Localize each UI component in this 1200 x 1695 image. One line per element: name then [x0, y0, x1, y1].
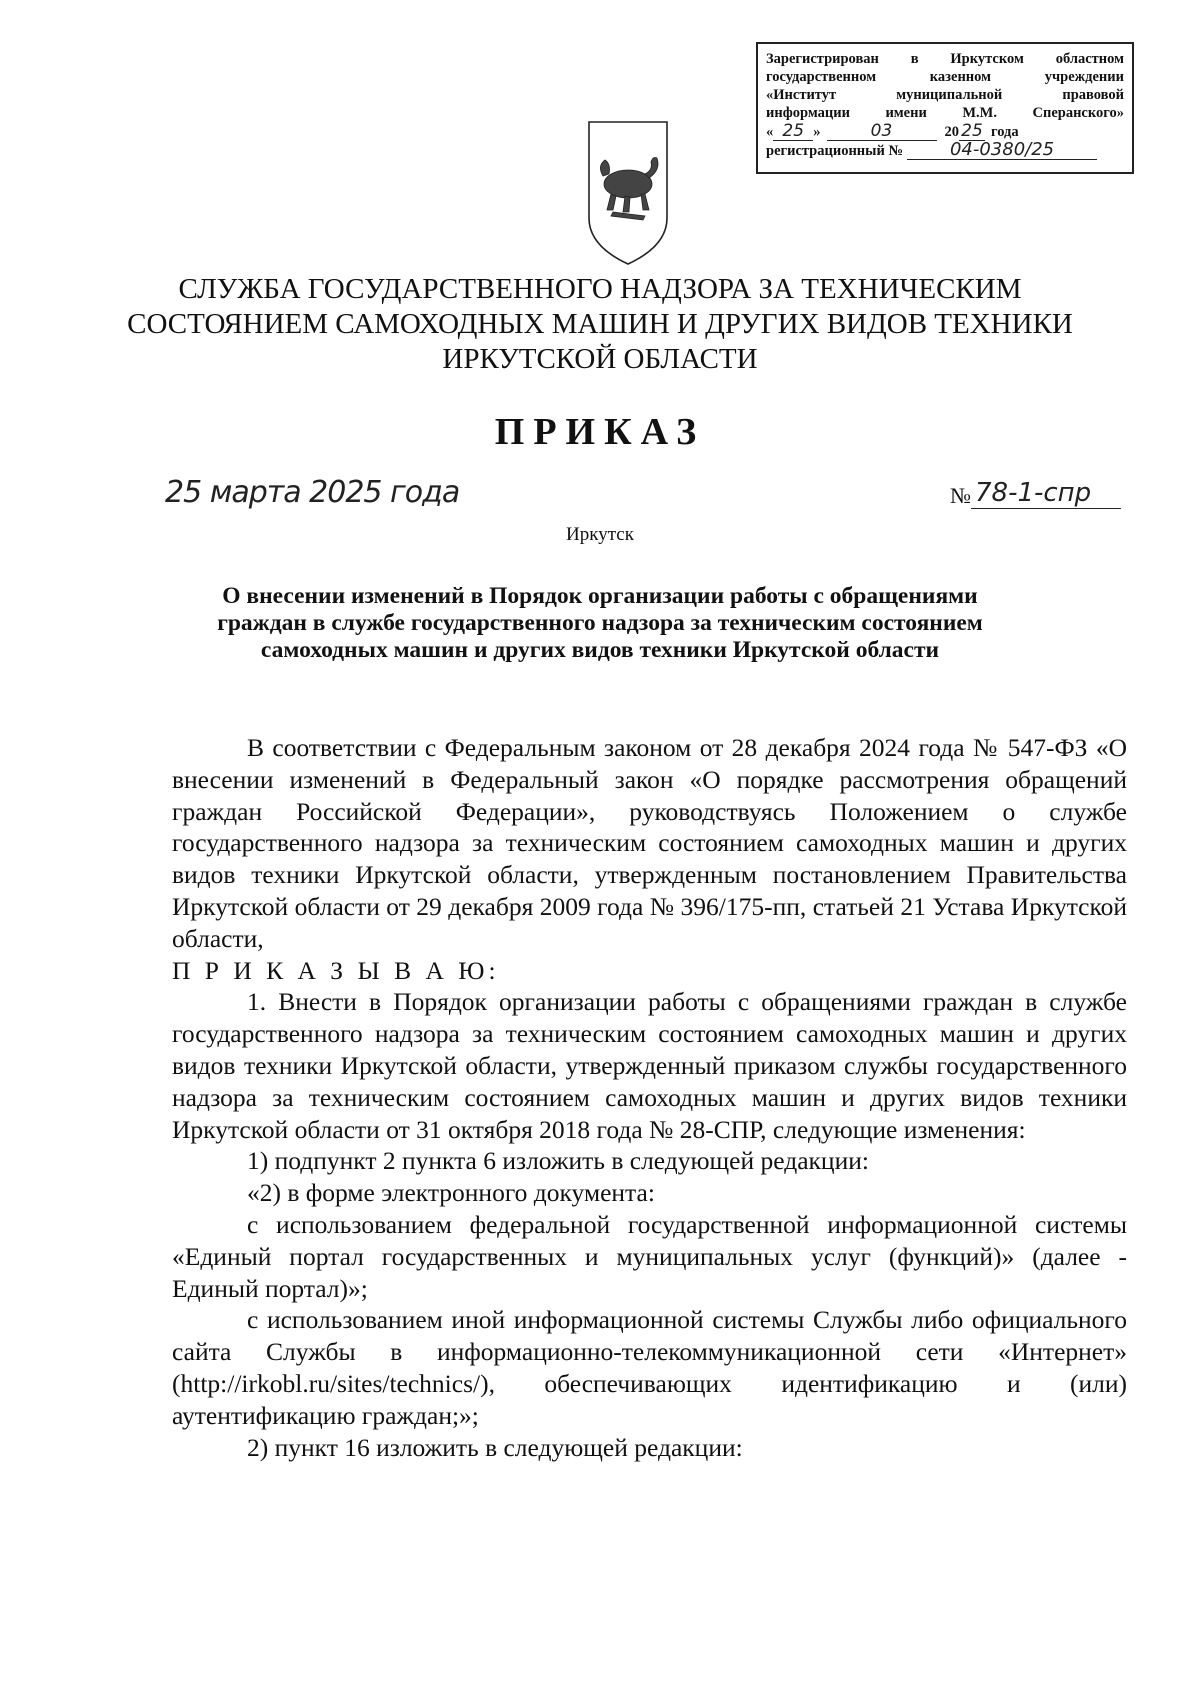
body-paragraph-portal: с использованием федеральной государственной информационной системы «Единый портал государственных и муниципальных услуг (функций)» (далее - Единый портал)»; [172, 1209, 1127, 1303]
document-number [950, 478, 1121, 509]
document-type-title: ПРИКАЗ [494, 411, 706, 453]
stamp-reg-row [766, 141, 1124, 160]
body-paragraph-subitem-2: 2) пункт 16 изложить в следующей редакции: [247, 1432, 743, 1462]
subject-line-2: граждан в службе государственного надзора за техническим состоянием [217, 610, 983, 636]
body-paragraph-preamble: В соответствии с Федеральным законом от 28 декабря 2024 года № 547-ФЗ «О внесении изменений в Федеральный закон «О порядке рассмотрения обращений граждан Российской Федерации», руководствуясь Положением о службе государственного надзора за техническим состоянием самоходных машин и других видов техники Иркутской области, утвержденным постановлением Правительства Иркутской области от 29 декабря 2009 года № 396/175-пп, статьей 21 Устава Иркутской области, [172, 733, 1127, 953]
stamp-line-2: государственном казенном учреждении [766, 69, 1124, 85]
stamp-line-1: Зарегистрирован в Иркутском областном [766, 51, 1124, 67]
document-subject [195, 583, 1005, 664]
stamp-year-word: года [991, 124, 1019, 140]
organization-line-3: ИРКУТСКОЙ ОБЛАСТИ [442, 343, 758, 375]
organization-line-1: СЛУЖБА ГОСУДАРСТВЕННОГО НАДЗОРА ЗА ТЕХНИЧЕСКИМ [178, 273, 1022, 305]
body-paragraph-item-1: 1. Внести в Порядок организации работы с обращениями граждан в службе государственного надзора за техническим состоянием самоходных машин и других видов техники Иркутской области, утвержденный приказом службы государственного надзора за техническим состоянием самоходных машин и других видов техники Иркутской области от 31 октября 2018 года № 28-СПР, следующие изменения: [172, 987, 1127, 1144]
subject-line-3: самоходных машин и других видов техники Иркутской области [260, 637, 940, 663]
stamp-reg-label: регистрационный № [766, 143, 904, 159]
subject-line-1: О внесении изменений в Порядок организации работы с обращениями [222, 583, 978, 609]
handwritten-date: 25 марта 2025 года [165, 475, 460, 510]
stamp-month: 03 [827, 122, 937, 141]
stamp-day-open: « [766, 124, 774, 140]
stamp-reg-number: 04-0380/25 [907, 141, 1097, 160]
stamp-year-suffix: 25 [959, 122, 985, 141]
city-name: Иркутск [566, 524, 634, 545]
body-paragraph-website: с использованием иной информационной системы Службы либо официального сайта Службы в информационно-телекоммуникационной сети «Интернет» (http://irkobl.ru/sites/technics/), обеспечивающих идентификацию и (или) аутентификацию граждан;»; [172, 1305, 1127, 1430]
order-word: П Р И К А З Ы В А Ю: [172, 955, 500, 985]
stamp-line-3: «Институт муниципальной правовой [766, 87, 1124, 103]
stamp-line-4: информации имени М.М. Сперанского» [766, 105, 1124, 121]
coat-of-arms-icon [583, 118, 673, 268]
stamp-day-close: » [813, 124, 821, 140]
number-label: № [950, 483, 971, 508]
organization-line-2: СОСТОЯНИЕМ САМОХОДНЫХ МАШИН И ДРУГИХ ВИДОВ ТЕХНИКИ [127, 308, 1073, 340]
stamp-year-prefix: 20 [944, 124, 959, 140]
stamp-date-row [766, 122, 1124, 141]
body-paragraph-subitem-1: 1) подпункт 2 пункта 6 изложить в следующей редакции: [247, 1146, 869, 1176]
document-body [172, 732, 1127, 1463]
organization-name [120, 272, 1080, 377]
body-paragraph-quote-start: «2) в форме электронного документа: [247, 1178, 655, 1208]
stamp-day: 25 [773, 122, 813, 141]
number-value: 78-1-спр [971, 478, 1121, 509]
registration-stamp [756, 42, 1134, 174]
